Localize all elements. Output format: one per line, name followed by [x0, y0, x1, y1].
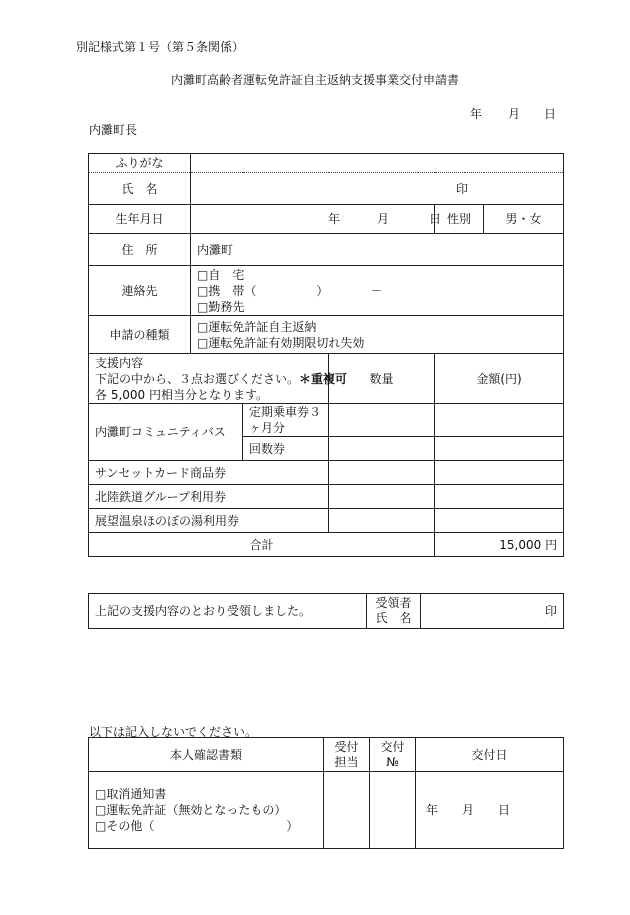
birth-year: 年 [328, 212, 341, 226]
total-value: 15,000 円 [435, 533, 564, 557]
support-header-title: 支援内容 [95, 355, 144, 370]
hot-spring-qty[interactable] [329, 509, 435, 533]
issued-header-line2: № [386, 754, 399, 769]
issue-date-header: 交付日 [416, 738, 564, 772]
contact-mobile[interactable]: □携 帯（ ） － [197, 283, 383, 298]
office-use-note: 以下は記入しないでください。 [89, 725, 258, 739]
bus-tickets-qty[interactable] [329, 437, 435, 461]
issue-date-field[interactable] [416, 772, 564, 849]
date-day: 日 [544, 107, 557, 121]
birth-day: 日 [429, 212, 442, 226]
support-instruction: 下記の中から、３点お選びください。 [95, 371, 300, 386]
name-seal: 印 [456, 182, 469, 196]
duplicate-note: ＊重複可 [299, 371, 348, 386]
recipient-label-line2: 氏 名 [375, 611, 412, 625]
bus-pass-amount[interactable] [435, 404, 564, 437]
application-type-field[interactable] [191, 316, 564, 354]
sunset-card-label: サンセットカード商品券 [89, 461, 329, 485]
qty-header: 数量 [329, 354, 435, 404]
bus-pass-label: 定期乗車券３ヶ月分 [243, 404, 329, 437]
furigana-label: ふりがな [89, 154, 191, 173]
doc-license-checkbox[interactable]: □運転免許証（無効となったもの） [95, 803, 287, 817]
received-header [324, 738, 370, 772]
hot-spring-amount[interactable] [435, 509, 564, 533]
receipt-table [88, 593, 564, 629]
type-expired-checkbox[interactable]: □運転免許証有効期限切れ失効 [197, 335, 365, 350]
date-month: 月 [508, 107, 521, 121]
page-title: 内灘町高齢者運転免許証自主返納支援事業交付申請書 [170, 73, 459, 87]
application-type-label: 申請の種類 [89, 316, 191, 354]
contact-label: 連絡先 [89, 266, 191, 316]
sunset-card-amount[interactable] [435, 461, 564, 485]
birth-field[interactable] [191, 205, 442, 234]
bus-tickets-amount[interactable] [435, 437, 564, 461]
bus-tickets-label: 回数券 [243, 437, 329, 461]
sex-label: 性別 [435, 205, 484, 234]
office-table [88, 737, 564, 849]
application-table [88, 153, 564, 557]
furigana-field[interactable] [191, 154, 564, 173]
type-voluntary-checkbox[interactable]: □運転免許証自主返納 [197, 319, 317, 334]
issue-month: 月 [462, 803, 475, 817]
hokuriku-rail-qty[interactable] [329, 485, 435, 509]
doc-other-checkbox[interactable]: □その他（ ） [95, 819, 299, 833]
contact-work[interactable]: □勤務先 [197, 299, 245, 314]
issued-header [370, 738, 416, 772]
bus-pass-qty[interactable] [329, 404, 435, 437]
support-value-note: 各 5,000 円相当分となります。 [95, 387, 269, 402]
date-year: 年 [470, 107, 483, 121]
receipt-statement: 上記の支援内容のとおり受領しました。 [89, 594, 367, 629]
name-field[interactable] [191, 173, 564, 205]
name-label: 氏 名 [89, 173, 191, 205]
contact-field[interactable] [191, 266, 564, 316]
form-number: 別記様式第１号（第５条関係） [76, 40, 245, 54]
recipient-seal: 印 [544, 604, 557, 618]
issued-header-line1: 交付 [380, 739, 405, 754]
issue-day: 日 [498, 803, 511, 817]
issued-field[interactable] [370, 772, 416, 849]
contact-home[interactable]: □自 宅 [197, 267, 245, 282]
id-docs-field[interactable] [89, 772, 324, 849]
doc-cancel-checkbox[interactable]: □取消通知書 [95, 787, 167, 801]
sex-options[interactable]: 男・女 [484, 205, 564, 234]
hot-spring-label: 展望温泉ほのぼの湯利用券 [89, 509, 329, 533]
support-header [89, 354, 348, 404]
addressee: 内灘町長 [89, 123, 138, 137]
sunset-card-qty[interactable] [329, 461, 435, 485]
hokuriku-rail-amount[interactable] [435, 485, 564, 509]
community-bus-label: 内灘町コミュニティバス [89, 404, 243, 461]
received-field[interactable] [324, 772, 370, 849]
received-header-line1: 受付 [334, 739, 359, 754]
recipient-label-line1: 受領者 [375, 596, 412, 610]
recipient-name-field[interactable] [421, 594, 564, 629]
received-header-line2: 担当 [334, 754, 359, 769]
amount-header: 金額(円) [435, 354, 564, 404]
birth-month: 月 [377, 212, 390, 226]
recipient-label [367, 594, 421, 629]
address-field[interactable]: 内灘町 [191, 234, 564, 266]
issue-year: 年 [426, 803, 439, 817]
hokuriku-rail-label: 北陸鉄道グループ利用券 [89, 485, 329, 509]
total-label: 合計 [89, 533, 435, 557]
address-label: 住 所 [89, 234, 191, 266]
birth-label: 生年月日 [89, 205, 191, 234]
id-docs-header: 本人確認書類 [89, 738, 324, 772]
